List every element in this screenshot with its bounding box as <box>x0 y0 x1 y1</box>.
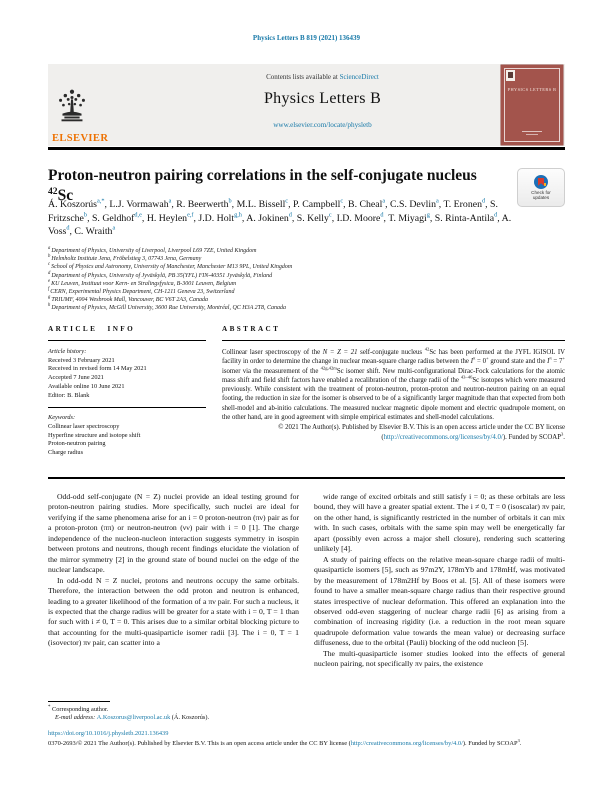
keywords-list <box>48 423 206 458</box>
author-separator: , <box>383 212 389 224</box>
author-separator: , <box>385 199 391 210</box>
author-name: S. Fritzsche <box>48 199 498 224</box>
cover-logo-mark <box>508 72 513 78</box>
history-line: Available online 10 June 2021 <box>48 382 125 390</box>
abstract-segment: + <box>485 356 489 362</box>
affiliation-marker: g <box>48 295 51 301</box>
author-affiliation-superscript: a <box>382 197 386 205</box>
author <box>337 213 389 224</box>
affiliation-marker: e <box>48 278 51 284</box>
affiliation-list <box>48 247 565 313</box>
author-name: J.D. Holt <box>198 212 235 224</box>
header-divider-bar <box>48 147 565 150</box>
abstract-segment: = 7 <box>551 358 563 366</box>
journal-header-center <box>144 64 501 146</box>
author-name: A. Voss <box>48 212 512 238</box>
badge-dot <box>544 183 547 186</box>
author <box>388 213 435 224</box>
author-name: L.J. Vormawah <box>109 199 169 210</box>
info-divider <box>48 407 206 408</box>
author-name: P. Campbell <box>292 199 341 210</box>
footnote-block <box>48 701 299 723</box>
footnote-rule <box>48 701 110 702</box>
author-list <box>48 198 526 239</box>
author-name: A. Jokinen <box>246 212 289 224</box>
keyword: Collinear laser spectroscopy <box>48 422 120 430</box>
author <box>293 199 348 210</box>
paper-title: Proton-neutron pairing correlations in the self-conjugate nucleus $^{42}$Sc <box>48 167 477 204</box>
author-separator: , <box>438 199 444 210</box>
affiliation-marker: c <box>48 262 51 268</box>
affiliation-marker: b <box>48 254 51 260</box>
affiliation-text: Department of Physics, McGill University, 3600 Rue University, Montréal, QC H3A 2T8, Canada <box>51 305 287 312</box>
crossmark-icon <box>534 175 548 189</box>
author <box>435 213 502 224</box>
abstract-heading: ABSTRACT <box>222 325 565 341</box>
author <box>92 213 147 224</box>
journal-citation: Physics Letters B 819 (2021) 136439 <box>252 34 361 42</box>
body-column-left <box>48 492 299 725</box>
author-separator: , <box>497 212 502 224</box>
journal-header <box>48 64 565 146</box>
affiliation <box>48 304 565 312</box>
left-paragraphs <box>48 492 299 649</box>
keyword: Charge radius <box>48 449 84 457</box>
journal-title: Physics Letters B <box>263 90 382 107</box>
author-name: C. Wraith <box>74 226 113 238</box>
author-affiliation-superscript: c <box>285 197 289 205</box>
cover-title: PHYSICS LETTERS B <box>507 87 557 92</box>
affiliation <box>48 263 565 271</box>
badge-text: Check for updates <box>531 189 551 200</box>
author-separator: , <box>331 212 337 224</box>
author-affiliation-superscript: d,e <box>134 211 142 219</box>
author-name: T. Eronen <box>443 199 482 210</box>
abstract-column <box>222 325 565 458</box>
author-name: C.S. Devlin <box>390 199 437 210</box>
author <box>348 199 390 210</box>
author-separator: , <box>291 212 297 224</box>
elsevier-tree-icon <box>52 87 92 132</box>
author-affiliation-superscript: c <box>340 197 344 205</box>
history-line: Accepted 7 June 2021 <box>48 374 104 382</box>
article-info-heading: ARTICLE INFO <box>48 325 206 341</box>
author-name: H. Heylen <box>146 212 188 224</box>
author-separator: , <box>193 212 199 224</box>
abstract-copyright: © 2021 The Author(s). Published by Elsevier B.V. This is an open access article under the CC BY license (http://creativecommons.org/licenses/by/4.0/). Funded by SCOAP$^3$. <box>278 424 565 441</box>
abstract-segment: Collinear laser spectroscopy of the <box>222 349 323 356</box>
email-label: E-mail address: <box>55 714 97 722</box>
author-affiliation-superscript: g,h <box>234 211 242 219</box>
author-separator: , <box>485 199 491 210</box>
body-columns <box>48 492 565 725</box>
affiliation <box>48 296 565 304</box>
affiliation-text: Department of Physics, University of Jyväskylä, PB 35(YFL) FIN-40351 Jyväskylä, Finland <box>51 272 273 279</box>
elsevier-logo <box>48 64 144 146</box>
affiliation-marker: a <box>48 246 51 251</box>
mass-number-superscript: 42 <box>48 185 58 197</box>
journal-cover-thumbnail <box>501 65 563 145</box>
author-name: B. Cheal <box>348 199 383 210</box>
author-name: M.L. Bissell <box>236 199 286 210</box>
abstract-segment: 43–46 <box>460 374 473 380</box>
affiliation-text: School of Physics and Astronomy, University of Manchester, Manchester M13 9PL, United Kingdom <box>51 264 293 271</box>
abstract-segment: N = Z = 21 <box>322 349 358 356</box>
author-affiliation-superscript: d <box>380 211 384 219</box>
author <box>237 199 293 210</box>
abstract-segment: Sc has been performed at the JYFL IGISOL IV facility in order to determine the change in nuclear mean-square charge radius between the <box>222 349 567 366</box>
author-name: S. Geldhof <box>91 212 135 224</box>
journal-url-link[interactable]: www.elsevier.com/locate/physletb <box>273 121 372 129</box>
author-separator: , <box>231 199 237 210</box>
author <box>198 213 246 224</box>
email-link[interactable]: A.Koszorus@liverpool.ac.uk <box>96 714 171 722</box>
abstract-segment: Sc isotopes which were measured previously. While consistent with the treatment of proton-neutron, proton-proton and neutron-neutron pairing on an equal footing, the reduction in size for the isomer is observed to be of a significantly larger magnitude than that expected from both shell-model and ab-initio calculations. The measured nuclear magnetic dipole moment and electric quadrupole moment, on the other hand, are in good agreement with simple empirical estimates and shell-model calculations. <box>222 376 567 422</box>
elsevier-wordmark: ELSEVIER <box>52 133 109 144</box>
abstract-segment: = 0 <box>475 358 486 366</box>
author-separator: , <box>69 226 75 238</box>
affiliation <box>48 280 565 288</box>
abstract-segment: π <box>472 356 476 362</box>
article-info-column <box>48 325 206 458</box>
author-affiliation-superscript: d <box>494 211 498 219</box>
cc-by-license-link[interactable]: http://creativecommons.org/licenses/by/4.0/ <box>383 433 503 441</box>
author-affiliation-superscript: d <box>66 224 70 232</box>
cover-logo-square <box>506 70 515 81</box>
abstract-segment: 42g,42m <box>320 365 337 371</box>
footer-license-link[interactable]: http://creativecommons.org/licenses/by/4.0/ <box>350 740 463 747</box>
author-affiliation-superscript: b <box>228 197 232 205</box>
sciencedirect-link[interactable]: ScienceDirect <box>339 73 379 81</box>
article-history-list <box>48 357 206 401</box>
author-affiliation-superscript: a <box>168 197 172 205</box>
abstract-segment: isomer via the measurement of the <box>222 358 567 375</box>
body-column-right <box>314 492 565 725</box>
author <box>297 213 337 224</box>
abstract-segment: Sc isomer shift. New multi-configurational Dirac-Fock calculations for the atomic mass shift and field shift factors have enabled a recalibration of the charge radii of the <box>222 367 567 384</box>
author-separator: , <box>171 199 177 210</box>
author-affiliation-superscript: a <box>112 224 116 232</box>
abstract-segment: self-conjugate nucleus <box>357 349 425 356</box>
author <box>74 226 115 237</box>
article-history-label: Article history: <box>48 348 87 355</box>
doi-link[interactable]: https://doi.org/10.1016/j.physletb.2021.136439 <box>48 730 169 737</box>
keywords-label: Keywords: <box>48 414 76 422</box>
abstract-segment: π <box>549 356 552 362</box>
author-affiliation-superscript: g <box>426 211 430 219</box>
abstract-segment: ground state and the <box>488 358 548 366</box>
author-name: R. Beerwerth <box>176 199 229 210</box>
abstract-bottom-rule <box>48 477 565 479</box>
affiliation <box>48 288 565 296</box>
author-affiliation-superscript: c <box>328 211 332 219</box>
body-paragraph: The multi-quasiparticle isomer studies looked into the effects of general nucleon pairing, not specifically πν pairs, the existence <box>314 648 565 669</box>
author <box>147 213 199 224</box>
cover-decor-bar <box>522 131 542 132</box>
author-separator: , <box>141 212 147 224</box>
body-paragraph: A study of pairing effects on the relative mean-square charge radii of multi-quasiparticle isomers [5], such as 97m2Y, 178mYb and 178mHf, was motivated by the measurement of 178m2Hf by Boos et al. [5]. All of these isomers were found to have a smaller mean-square charge radius than their respective ground states irrespective of nuclear deformation. This offered an explanation into the observed odd-even staggering of nuclear charge radii [6] as arising from a combination of increasing rigidity (i.e. a reduction in the root mean square quadrupole deformation value towards the mean value) or decreasing surface diffuseness, due to the orbital (Pauli) blocking of the odd nucleon [5]. <box>314 554 565 648</box>
affiliation <box>48 272 565 280</box>
author-separator: , <box>288 199 293 210</box>
author-separator: , <box>343 199 349 210</box>
author-affiliation-superscript: d <box>481 197 486 205</box>
body-paragraph: In odd-odd N = Z nuclei, protons and neutrons occupy the same orbitals. Therefore, the interaction between the odd proton and neutron is enhanced, leading to a greater likelihood of the formation of a πν pair. For such a nucleus, it is expected that the charge radius will be greater for a state with i = 0, T = 1 than for such with i ≠ 0, T = 0. This arises due to a similar orbital blocking picture to that accounting for the multi-quasiparticle isomer radii [3]. The i = 0, T = 1 (isovector) πν pair, can scatter into a <box>48 575 299 648</box>
info-abstract-section <box>48 325 565 458</box>
author-name: Á. Koszorús <box>48 199 97 210</box>
cover-decor-bar <box>526 134 538 135</box>
footer-copyright: 0370-2693/© 2021 The Author(s). Published by Elsevier B.V. This is an open access article under the CC BY license (http://creativecommons.org/licenses/by/4.0/). Funded by SCOAP$^3$. <box>48 737 522 747</box>
contents-line: Contents lists available at ScienceDirect <box>266 73 379 81</box>
author-affiliation-superscript: b <box>83 211 88 219</box>
affiliation-marker: d <box>48 270 51 276</box>
author-separator: , <box>87 212 92 224</box>
abstract-segment: I <box>547 358 550 366</box>
keyword: Hyperfine structure and isotope shift <box>48 431 141 439</box>
affiliation-text: TRIUMF, 4004 Wesbrook Mall, Vancouver, BC V6T 2A3, Canada <box>51 297 208 304</box>
history-line: Received in revised form 14 May 2021 <box>48 365 147 373</box>
email-line: E-mail address: A.Koszorus@liverpool.ac.uk (Á. Koszorús). <box>55 714 210 722</box>
author-name: S. Kelly <box>296 212 329 224</box>
corresponding-author-note: * Corresponding author. <box>48 704 109 713</box>
affiliation-marker: f <box>48 287 50 293</box>
page-footer <box>48 729 565 748</box>
author-affiliation-superscript: a,* <box>96 197 105 205</box>
author-affiliation-superscript: e,f <box>187 211 194 219</box>
abstract-segment: 42 <box>424 346 430 352</box>
body-paragraph: wide range of excited orbitals and still satisfy i = 0; as these orbitals are less bound, they will have a greater spatial extent. The i ≠ 0, T = 0 (isoscalar) πν pair, on the other hand, is significantly restricted in the number of orbitals it can mix with. In such cases, orbitals with the same spin may well be energetically far apart (possibly even across a major shell closure), rendering such scattering unlikely [4]. <box>314 492 565 554</box>
abstract-segment: I <box>470 358 473 366</box>
affiliation-marker: h <box>48 303 51 309</box>
affiliation-text: Department of Physics, University of Liverpool, Liverpool L69 7ZE, United Kingdom <box>51 248 257 254</box>
body-paragraph: Odd-odd self-conjugate (N = Z) nuclei provide an ideal testing ground for proton-neutron pairing studies. More specifically, such nuclei are ideal for verifying if the same phenomena arise for an i = 0 proton-neutron (πν) pair as for a proton-proton (ππ) or neutron-neutron (νν) pair with i = 0 [1]. The charge independence of the nucleon-nucleon interaction suggests symmetry in isospin between protons and neutrons, though recent findings elucidate the violation of the mirror symmetry [2] in the ground state of bound nuclei on the edge of the nuclear landscape. <box>48 492 299 575</box>
history-line: Received 3 February 2021 <box>48 356 115 364</box>
author-name: T. Miyagi <box>388 212 427 224</box>
author <box>444 199 491 210</box>
affiliation <box>48 255 565 263</box>
abstract-segment: + <box>562 356 565 362</box>
author-name: I.D. Moore <box>336 212 381 224</box>
author <box>390 199 444 210</box>
author <box>246 213 297 224</box>
author <box>109 199 176 210</box>
author-affiliation-superscript: a <box>436 197 439 205</box>
author <box>48 199 109 210</box>
author-separator: , <box>241 212 247 224</box>
keyword: Proton-neutron pairing <box>48 440 106 448</box>
author <box>176 199 236 210</box>
author-separator: , <box>429 212 435 224</box>
history-line: Editor: B. Blank <box>48 391 90 399</box>
author-separator: , <box>104 199 110 210</box>
author-affiliation-superscript: d <box>288 211 292 219</box>
affiliation-text: Helmholtz Institute Jena, Fröbelstieg 3, 07743 Jena, Germany <box>51 256 202 263</box>
journal-cover-column <box>501 64 565 146</box>
affiliation <box>48 247 565 255</box>
affiliation-text: CERN, Experimental Physics Department, CH-1211 Geneva 23, Switzerland <box>50 289 235 296</box>
author-name: S. Rinta-Antila <box>434 212 495 224</box>
affiliation-text: KU Leuven, Instituut voor Kern- en Stralingsfysica, B-3001 Leuven, Belgium <box>51 280 237 287</box>
abstract-text <box>222 348 565 422</box>
